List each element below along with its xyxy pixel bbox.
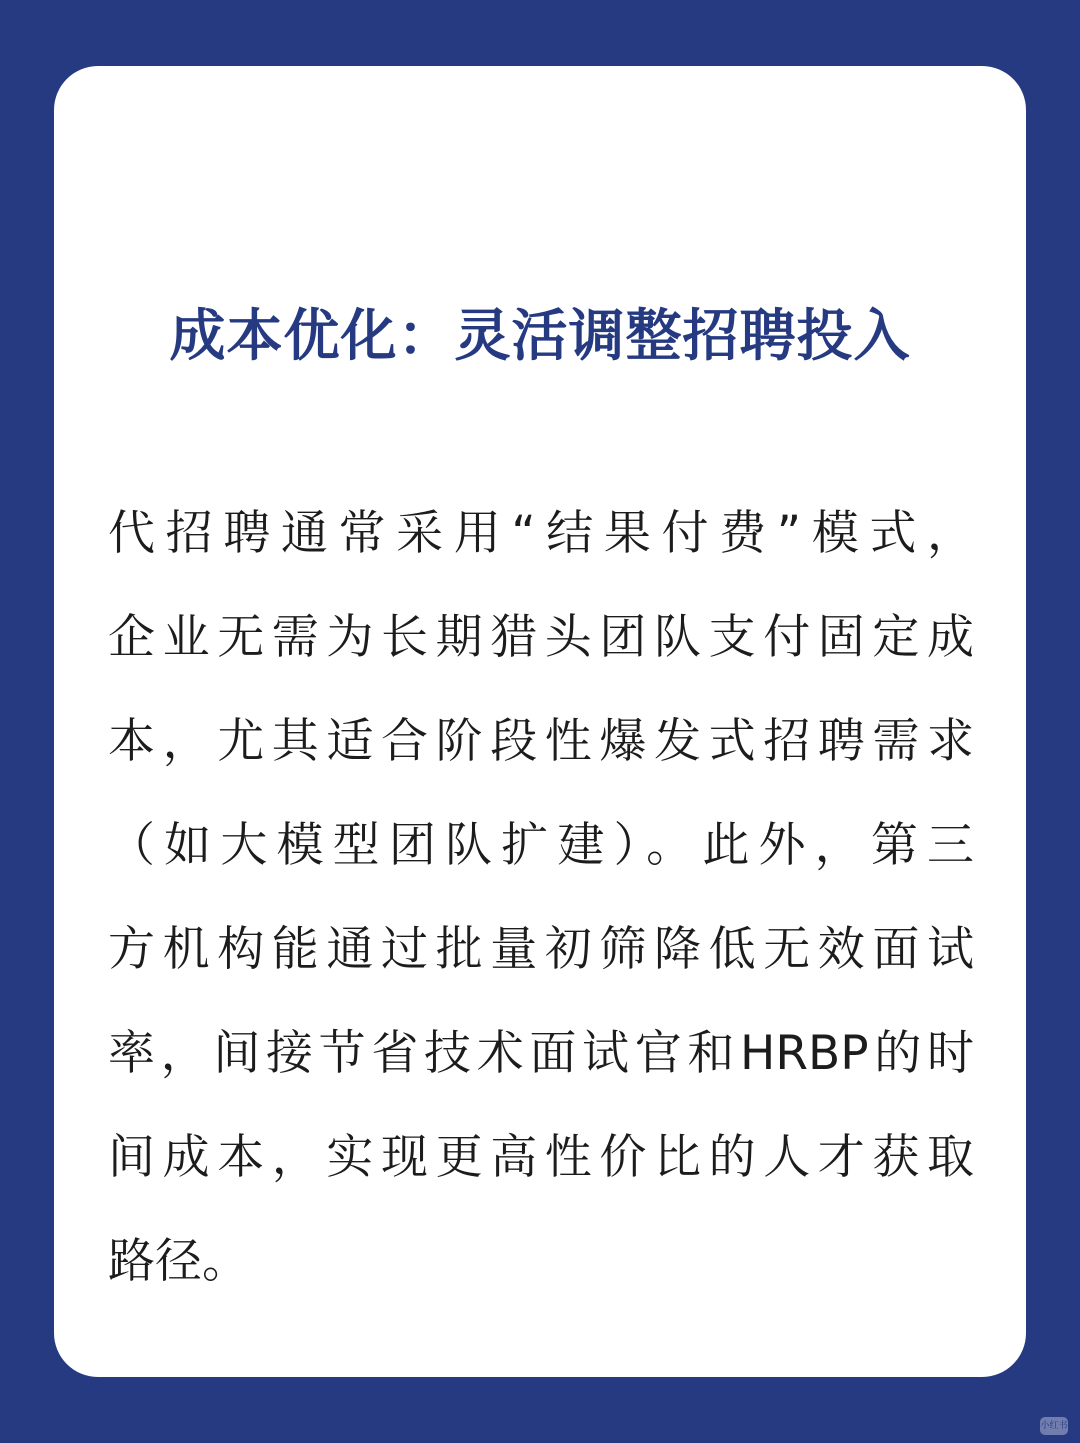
paragraph-line: 代招聘通常采用“结果付费”模式， xyxy=(108,506,974,561)
body-paragraph xyxy=(108,482,974,1314)
paragraph-line: 企业无需为长期猎头团队支付固定成 xyxy=(108,610,974,665)
paragraph-line: 路径。 xyxy=(108,1234,249,1289)
watermark-logo: 小红书 xyxy=(1040,1417,1068,1435)
page-title: 成本优化：灵活调整招聘投入 xyxy=(169,304,911,369)
paragraph-line: 间成本，实现更高性价比的人才获取 xyxy=(108,1130,974,1185)
paragraph-line: 率，间接节省技术面试官和HRBP的时 xyxy=(108,1026,974,1081)
paragraph-line: 本，尤其适合阶段性爆发式招聘需求 xyxy=(108,714,974,769)
paragraph-line: （如大模型团队扩建）。此外，第三 xyxy=(108,818,974,873)
paragraph-line: 方机构能通过批量初筛降低无效面试 xyxy=(108,922,974,977)
content-card xyxy=(54,66,1026,1377)
